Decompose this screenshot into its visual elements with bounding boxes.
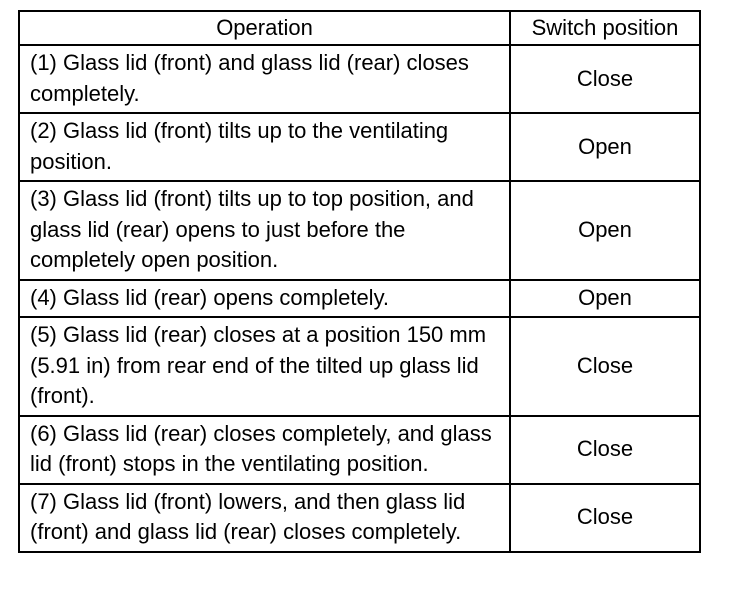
- operation-cell: (6) Glass lid (rear) closes completely, and glass lid (front) stops in the ventilating position.: [19, 416, 510, 484]
- table-row: [19, 317, 700, 416]
- switch-position-cell: Open: [510, 181, 700, 280]
- operation-cell: (5) Glass lid (rear) closes at a position 150 mm (5.91 in) from rear end of the tilted up glass lid (front).: [19, 317, 510, 416]
- table-row: [19, 45, 700, 113]
- table-row: [19, 280, 700, 318]
- switch-position-cell: Close: [510, 317, 700, 416]
- table-row: [19, 113, 700, 181]
- table-row: [19, 181, 700, 280]
- operation-cell: (3) Glass lid (front) tilts up to top position, and glass lid (rear) opens to just before the completely open position.: [19, 181, 510, 280]
- switch-position-cell: Close: [510, 45, 700, 113]
- operation-cell: (7) Glass lid (front) lowers, and then glass lid (front) and glass lid (rear) closes completely.: [19, 484, 510, 552]
- operation-switch-table: [18, 10, 701, 553]
- table-row: [19, 484, 700, 552]
- operation-cell: (1) Glass lid (front) and glass lid (rear) closes completely.: [19, 45, 510, 113]
- header-row: [19, 11, 700, 45]
- operation-cell: (4) Glass lid (rear) opens completely.: [19, 280, 510, 318]
- switch-position-cell: Open: [510, 280, 700, 318]
- switch-position-cell: Close: [510, 416, 700, 484]
- operation-cell: (2) Glass lid (front) tilts up to the ventilating position.: [19, 113, 510, 181]
- switch-position-cell: Open: [510, 113, 700, 181]
- header-operation: Operation: [19, 11, 510, 45]
- table-row: [19, 416, 700, 484]
- switch-position-cell: Close: [510, 484, 700, 552]
- header-switch-position: Switch position: [510, 11, 700, 45]
